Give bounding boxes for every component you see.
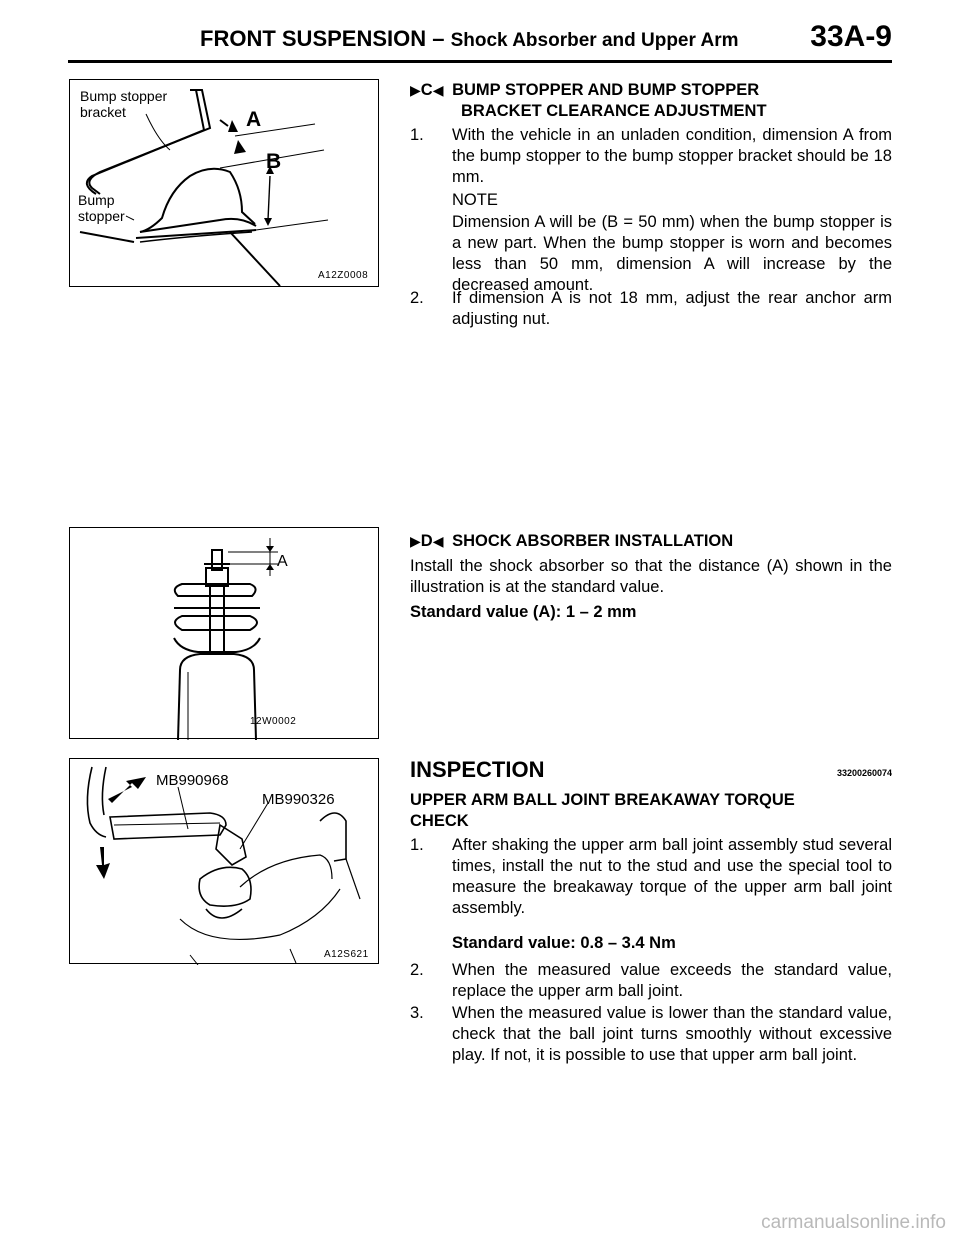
page-header (0, 0, 960, 64)
note-label-text: NOTE (452, 191, 498, 209)
step-number: 1. (410, 836, 424, 854)
inspection-heading: INSPECTION (410, 757, 545, 782)
inspection-step-1 (410, 835, 892, 919)
play-marker-icon: ▶ (410, 82, 421, 98)
section-c-heading (410, 80, 892, 122)
ball-joint-torque-illustration (70, 759, 380, 965)
section-d-standard-value: Standard value (A): 1 – 2 mm (410, 603, 637, 621)
section-letter: C (420, 81, 433, 99)
watermark: carmanualsonline.info (761, 1212, 946, 1233)
title-sub: Shock Absorber and Upper Arm (450, 30, 739, 51)
label-dimension-a: A (246, 108, 262, 131)
label-tool-mb990326: MB990326 (262, 791, 335, 808)
section-d-heading (410, 531, 892, 552)
heading-line-2: BRACKET CLEARANCE ADJUSTMENT (461, 102, 767, 120)
inspection-step-2 (410, 960, 892, 1002)
reverse-marker-icon: ◀ (432, 533, 444, 549)
step-1 (410, 125, 892, 188)
inspection-subheading: UPPER ARM BALL JOINT BREAKAWAY TORQUE CHECK (410, 791, 795, 830)
step-text: After shaking the upper arm ball joint assembly stud several times, install the nut to the stud and use the special tool to measure the breakaway torque of the upper arm ball joint assembly. (452, 836, 892, 917)
figure-code: 12W0002 (250, 716, 297, 727)
note-body: Dimension A will be (B = 50 mm) when the bump stopper is a new part. When the bump stopper is worn and becomes less than 50 mm, dimension A will increase by the decreased amount. (452, 213, 892, 294)
label-tool-mb990968: MB990968 (156, 772, 229, 789)
figure-code: A12Z0008 (318, 270, 369, 281)
step-number: 1. (410, 126, 424, 144)
step-text: When the measured value is lower than the standard value, check that the ball joint turns smoothly without excessive play. If not, it is possible to use that upper arm ball joint. (452, 1004, 892, 1064)
page-title (200, 26, 738, 52)
label-bump-stopper: Bump stopper (78, 192, 125, 224)
step-text: With the vehicle in an unladen condition, dimension A from the bump stopper to the bump stopper bracket should be 18 mm. (452, 126, 892, 186)
heading-line-1: BUMP STOPPER AND BUMP STOPPER (452, 81, 760, 99)
label-dimension-a: A (277, 553, 288, 570)
reverse-marker-icon: ◀ (432, 82, 444, 98)
figure-code: A12S621 (324, 949, 369, 960)
header-rule (68, 60, 892, 63)
figure-bump-stopper (69, 79, 379, 287)
title-separator: – (426, 26, 451, 51)
section-d-text: Install the shock absorber so that the distance (A) shown in the illustration is at the standard value. (410, 557, 892, 596)
shock-absorber-illustration (70, 528, 380, 740)
step-text: When the measured value exceeds the standard value, replace the upper arm ball joint. (452, 961, 892, 1000)
label-dimension-b: B (266, 150, 282, 173)
step-number: 2. (410, 961, 424, 979)
step-number: 2. (410, 289, 424, 307)
note-label (410, 190, 892, 211)
note-text (410, 212, 892, 296)
step-number: 3. (410, 1004, 424, 1022)
step-text: If dimension A is not 18 mm, adjust the rear anchor arm adjusting nut. (452, 289, 892, 328)
page-number: 33A-9 (810, 20, 892, 53)
heading-text: SHOCK ABSORBER INSTALLATION (452, 532, 734, 550)
inspection-code: 33200260074 (836, 768, 892, 778)
figure-ball-joint-torque (69, 758, 379, 964)
standard-value-text: Standard value: 0.8 – 3.4 Nm (452, 934, 676, 952)
step-2 (410, 288, 892, 330)
label-bump-stopper-bracket: Bump stopper bracket (80, 88, 168, 120)
figure-shock-absorber (69, 527, 379, 739)
section-letter: D (420, 532, 433, 550)
inspection-step-3 (410, 1003, 892, 1066)
inspection-standard-value (410, 933, 892, 954)
title-main: FRONT SUSPENSION (200, 26, 427, 51)
play-marker-icon: ▶ (410, 533, 421, 549)
